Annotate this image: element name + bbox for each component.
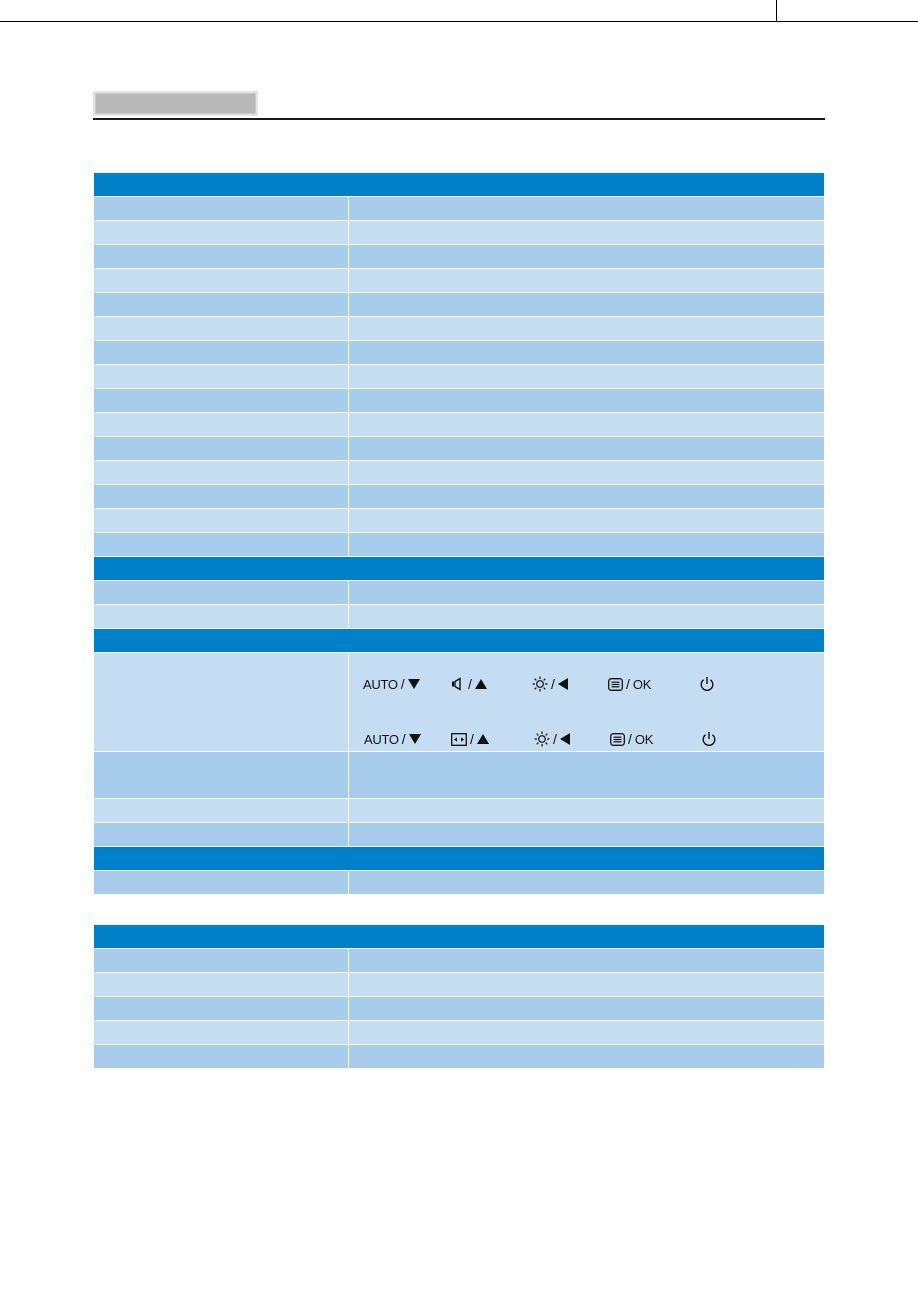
speaker-icon: [451, 677, 465, 691]
table-row: [94, 197, 825, 221]
ok-label: OK: [632, 676, 652, 692]
aspect-ratio-icon: [451, 733, 467, 746]
up-triangle-icon: [477, 734, 489, 744]
slash-separator: /: [551, 676, 555, 692]
table-row: [94, 389, 825, 413]
table-row: [94, 509, 825, 533]
crop-mark-vertical: [776, 0, 777, 21]
slash-separator: /: [553, 731, 557, 747]
brightness-sun-icon: [534, 731, 550, 747]
speaker-up-control: [451, 673, 487, 695]
table-row: [94, 245, 825, 269]
brightness-sun-icon: [532, 676, 548, 692]
auto-down-control: [364, 728, 421, 750]
up-triangle-icon: [475, 679, 487, 689]
table-row: [94, 293, 825, 317]
table-row-controls: [94, 653, 825, 752]
section-header: [94, 925, 825, 949]
slash-separator: /: [400, 676, 405, 692]
section-tab: [93, 91, 258, 116]
table-row: [94, 949, 825, 973]
power-icon: [701, 731, 717, 747]
menu-icon: [608, 678, 623, 691]
table-row: [94, 823, 825, 847]
slash-separator: /: [626, 676, 630, 692]
aspect-up-control: [451, 728, 489, 750]
spec-table-main: [93, 172, 825, 895]
section-header: [94, 629, 825, 653]
slash-separator: /: [470, 731, 474, 747]
menu-ok-control: [610, 728, 653, 750]
controls-row-1: [349, 673, 824, 695]
brightness-left-control: [532, 673, 568, 695]
table-row: [94, 997, 825, 1021]
down-triangle-icon: [408, 679, 420, 689]
slash-separator: /: [468, 676, 472, 692]
section-header: [94, 557, 825, 581]
table-row: [94, 485, 825, 509]
down-triangle-icon: [409, 734, 421, 744]
table-row: [94, 317, 825, 341]
power-control: [699, 673, 715, 695]
slash-separator: /: [401, 731, 406, 747]
power-control: [701, 728, 717, 750]
menu-ok-control: [608, 673, 651, 695]
front-controls-cell: [349, 653, 825, 752]
spec-table-secondary: [93, 924, 825, 1069]
table-row: [94, 799, 825, 823]
table-row: [94, 752, 825, 799]
front-controls: [349, 653, 824, 750]
table-row: [94, 461, 825, 485]
left-triangle-icon: [560, 733, 570, 745]
table-row: [94, 581, 825, 605]
table-row: [94, 221, 825, 245]
auto-label: AUTO: [364, 731, 399, 747]
table-row: [94, 437, 825, 461]
table-row: [94, 413, 825, 437]
table-row: [94, 269, 825, 293]
slash-separator: /: [628, 731, 632, 747]
table-row: [94, 1045, 825, 1069]
crop-mark-horizontal: [0, 21, 918, 22]
table-row: [94, 341, 825, 365]
ok-label: OK: [634, 731, 654, 747]
table-row: [94, 1021, 825, 1045]
controls-row-2: [349, 728, 824, 750]
table-row: [94, 533, 825, 557]
table-row: [94, 605, 825, 629]
brightness-left-control: [534, 728, 570, 750]
header-rule: [93, 118, 825, 120]
table-row: [94, 973, 825, 997]
section-header: [94, 173, 825, 197]
menu-icon: [610, 733, 625, 746]
power-icon: [699, 676, 715, 692]
section-header: [94, 847, 825, 871]
table-row: [94, 365, 825, 389]
table-row: [94, 871, 825, 895]
auto-label: AUTO: [363, 676, 398, 692]
auto-down-control: [363, 673, 420, 695]
left-triangle-icon: [558, 678, 568, 690]
